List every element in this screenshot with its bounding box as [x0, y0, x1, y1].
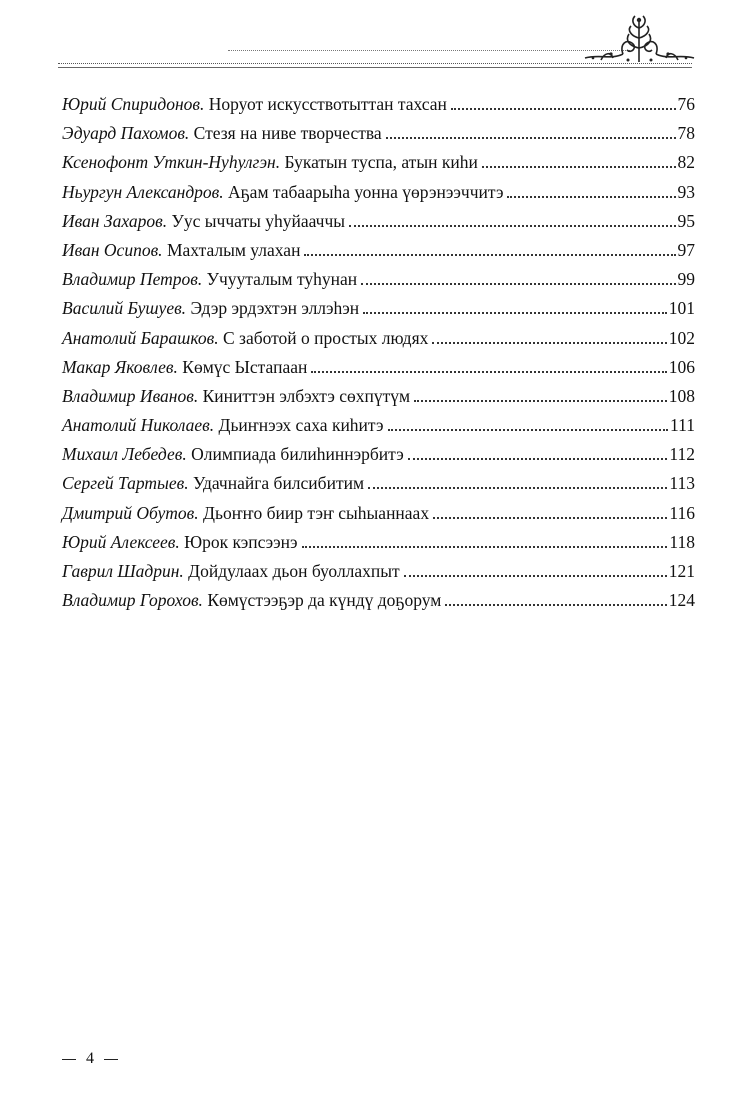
toc-entry — [62, 94, 695, 123]
page-header-ornament — [58, 14, 698, 74]
toc-leader-dots — [408, 458, 668, 460]
toc-entry — [62, 473, 695, 502]
toc-page-number: 112 — [669, 444, 695, 465]
toc-title: Дойдулаах дьон буоллахпыт — [188, 561, 400, 581]
toc-title: Көмүстээҕэр да күндү доҕорум — [207, 590, 442, 611]
toc-page-number: 111 — [670, 415, 695, 436]
toc-leader-dots — [368, 487, 667, 489]
toc-entry — [62, 298, 695, 327]
toc-author: Владимир Горохов. — [62, 590, 203, 611]
toc-author: Ньургун Александров. — [62, 181, 224, 202]
toc-author: Иван Осипов. — [62, 239, 163, 260]
toc-title: Уус ыччаты уһуйааччы — [171, 210, 346, 231]
toc-page-number: 108 — [668, 385, 695, 406]
toc-leader-dots — [349, 225, 675, 227]
toc-author: Сергей Тартыев. — [62, 473, 189, 494]
toc-entry — [62, 269, 695, 298]
table-of-contents — [62, 94, 695, 619]
toc-title: Стезя на ниве творчества — [193, 123, 382, 144]
toc-page-number: 102 — [668, 327, 695, 348]
toc-author: Дмитрий Обутов. — [62, 502, 199, 523]
toc-leader-dots — [363, 312, 667, 314]
toc-entry — [62, 152, 695, 181]
toc-page-number: 99 — [677, 269, 695, 290]
page-number: 4 — [86, 1050, 94, 1067]
toc-entry — [62, 123, 695, 152]
toc-entry — [62, 328, 695, 357]
toc-title: Махталым улахан — [166, 239, 301, 260]
toc-title: С заботой о простых людях — [222, 327, 429, 348]
toc-title: Норуот искусствотыттан тахсан — [208, 94, 447, 114]
toc-page-number: 124 — [668, 590, 695, 611]
toc-entry — [62, 211, 695, 240]
floral-ornament-icon — [581, 14, 698, 70]
toc-leader-dots — [302, 546, 668, 548]
toc-leader-dots — [433, 517, 667, 519]
toc-page-number: 116 — [669, 502, 695, 523]
toc-entry — [62, 444, 695, 473]
toc-author: Иван Захаров. — [62, 210, 168, 231]
toc-author: Владимир Иванов. — [62, 385, 199, 406]
toc-title: Көмүс Ыстапаан — [182, 356, 308, 377]
toc-page-number: 78 — [677, 123, 695, 144]
toc-title: Олимпиада билиһиннэрбитэ — [191, 444, 404, 465]
toc-entry — [62, 415, 695, 444]
toc-leader-dots — [361, 283, 675, 285]
toc-author: Юрий Алексеев. — [62, 531, 180, 552]
toc-page-number: 106 — [668, 356, 695, 377]
toc-author: Василий Бушуев. — [62, 298, 187, 319]
toc-leader-dots — [432, 342, 666, 344]
footer-dash — [62, 1059, 76, 1060]
header-rule — [228, 50, 630, 51]
toc-page-number: 95 — [677, 210, 695, 231]
toc-page-number: 113 — [669, 473, 695, 494]
toc-author: Анатолий Барашков. — [62, 327, 219, 348]
toc-leader-dots — [311, 371, 666, 373]
toc-entry — [62, 590, 695, 619]
toc-author: Владимир Петров. — [62, 269, 203, 290]
toc-title: Учууталым туһунан — [206, 269, 358, 290]
toc-leader-dots — [386, 137, 676, 139]
toc-entry — [62, 357, 695, 386]
toc-title: Дьиҥнээх саха киһитэ — [218, 415, 384, 436]
toc-author: Эдуард Пахомов. — [62, 123, 190, 144]
toc-author: Анатолий Николаев. — [62, 415, 215, 436]
toc-leader-dots — [414, 400, 667, 402]
toc-page-number: 97 — [677, 239, 695, 260]
toc-page-number: 82 — [677, 152, 695, 173]
toc-leader-dots — [507, 196, 675, 198]
toc-title: Эдэр эрдэхтэн эллэһэн — [190, 298, 360, 319]
toc-title: Букатын туспа, атын киһи — [284, 152, 478, 173]
toc-author: Гаврил Шадрин. — [62, 561, 184, 581]
toc-title: Аҕам табаарыһа уонна үөрэнээччитэ — [228, 181, 504, 202]
toc-entry — [62, 240, 695, 269]
toc-author: Михаил Лебедев. — [62, 444, 187, 465]
toc-leader-dots — [451, 108, 676, 110]
toc-title: Юрок кэпсээнэ — [184, 531, 298, 552]
toc-page-number: 118 — [669, 531, 695, 552]
toc-leader-dots — [404, 575, 667, 577]
toc-entry — [62, 386, 695, 415]
toc-title: Дьоҥҥо биир тэҥ сыһыаннаах — [203, 502, 430, 523]
toc-title: Удачнайга билсибитим — [193, 473, 365, 494]
toc-page-number: 76 — [677, 94, 695, 114]
page-footer — [62, 1050, 118, 1068]
toc-author: Ксенофонт Уткин-Нуһулгэн. — [62, 152, 281, 173]
toc-page-number: 93 — [677, 181, 695, 202]
toc-page-number: 121 — [668, 561, 695, 581]
footer-dash — [104, 1059, 118, 1060]
toc-entry — [62, 561, 695, 590]
toc-leader-dots — [304, 254, 675, 256]
toc-author: Юрий Спиридонов. — [62, 94, 205, 114]
toc-title: Киниттэн элбэхтэ сөхпүтүм — [202, 385, 411, 406]
toc-leader-dots — [388, 429, 669, 431]
toc-entry — [62, 532, 695, 561]
toc-leader-dots — [482, 166, 676, 168]
toc-author: Макар Яковлев. — [62, 356, 178, 377]
toc-leader-dots — [445, 604, 666, 606]
toc-page-number: 101 — [668, 298, 695, 319]
toc-entry — [62, 182, 695, 211]
toc-entry — [62, 503, 695, 532]
